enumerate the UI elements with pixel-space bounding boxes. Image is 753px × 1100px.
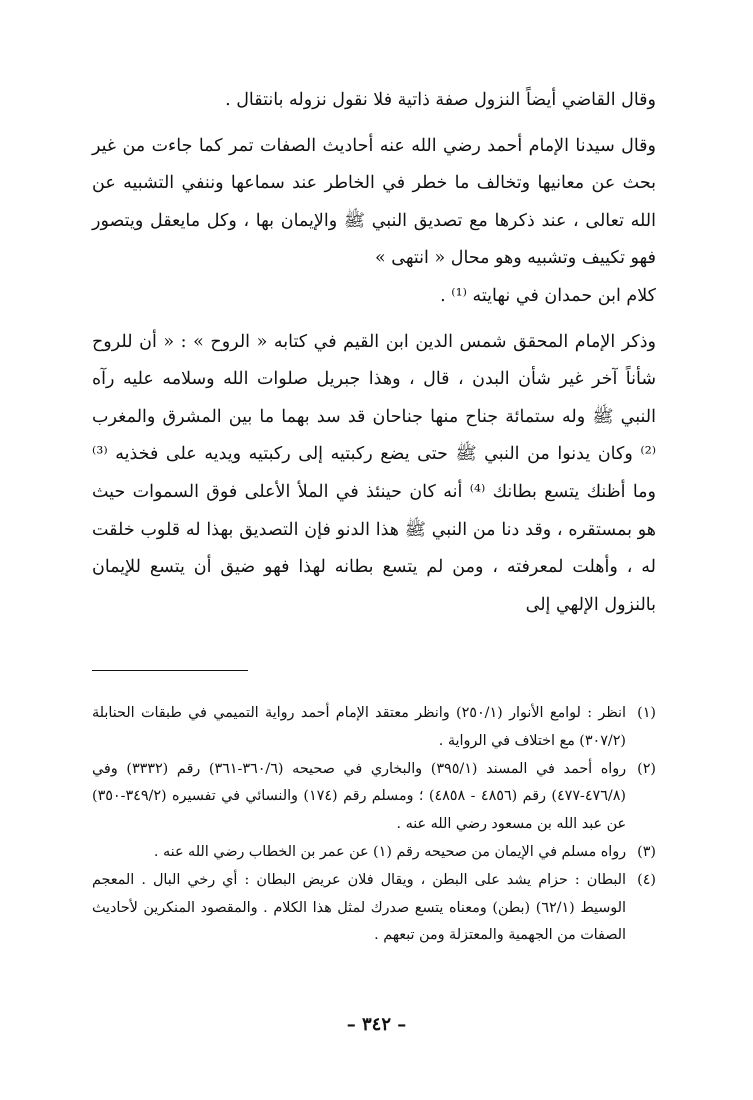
footnote-3 bbox=[92, 839, 656, 867]
main-text bbox=[92, 82, 656, 624]
footnote-text: انظر : لوامع الأنوار (٢٥٠/١) وانظر معتقد الإمام أحمد رواية التميمي في طبقات الحنابلة (٣٠٧/٢) مع اختلاف في الرواية . bbox=[92, 705, 626, 749]
footnote-separator bbox=[92, 670, 248, 671]
footnote-text: البطان : حزام يشد على البطن ، ويقال فلان عريض البطان : أي رخي البال . المعجم الوسيط (٦٢/١) (بطن) ومعناه يتسع صدرك لمثل هذا الكلام . والمقصود المنكرين لأحاديث الصفات من الجهمية والمعتزلة ومن تبعهم . bbox=[92, 871, 626, 944]
footnotes bbox=[92, 700, 656, 950]
paragraph-2: وقال سيدنا الإمام أحمد رضي الله عنه أحاديث الصفات تمر كما جاءت من غير بحث عن معانيها وتخالف ما خطر في الخاطر عند سماعها وننفي التشبيه عن الله تعالى ، عند ذكرها مع تصديق النبي ﷺ والإيمان بها ، وكل مايعقل ويتصور فهو تكييف وتشبيه وهو محال « انتهى » bbox=[92, 135, 656, 269]
paragraph-1: وقال القاضي أيضاً النزول صفة ذاتية فلا نقول نزوله بانتقال . bbox=[225, 90, 656, 110]
footnote-text: رواه مسلم في الإيمان من صحيحه رقم (١) عن عمر بن الخطاب رضي الله عنه . bbox=[153, 843, 626, 860]
paragraph-3: كلام ابن حمدان في نهايته ⁽¹⁾ . bbox=[440, 285, 656, 306]
footnote-4 bbox=[92, 867, 656, 950]
footnote-2 bbox=[92, 756, 656, 839]
paragraph-4: وذكر الإمام المحقق شمس الدين ابن القيم في كتابه « الروح » : « أن للروح شأناً آخر غير شأن البدن ، قال ، وهذا جبريل صلوات الله وسلامه عليه رآه النبي ﷺ وله ستمائة جناح منها جناحان قد سد بهما ما بين المشرق والمغرب ⁽²⁾ وكان يدنوا من النبي ﷺ حتى يضع ركبتيه إلى ركبتيه ويديه على فخذيه ⁽³⁾ وما أظنك يتسع بطانك ⁽⁴⁾ أنه كان حينئذ في الملأ الأعلى فوق السموات حيث هو بمستقره ، وقد دنا من النبي ﷺ هذا الدنو فإن التصديق بهذا له قلوب خلقت له ، وأهلت لمعرفته ، ومن لم يتسع بطانه لهذا فهو ضيق أن يتسع للإيمان بالنزول الإلهي إلى bbox=[92, 331, 657, 615]
footnote-number: (٣) bbox=[637, 843, 656, 860]
footnote-number: (١) bbox=[637, 705, 656, 721]
footnote-number: (٤) bbox=[637, 871, 656, 888]
footnote-number: (٢) bbox=[637, 760, 656, 777]
page-number: – ٣٤٢ – bbox=[346, 1014, 407, 1035]
footnote-1 bbox=[92, 700, 656, 756]
footnote-text: رواه أحمد في المسند (٣٩٥/١) والبخاري في صحيحه (٣٦٠/٦-٣٦١) رقم (٣٣٣٢) وفي (٤٧٦/٨-٤٧٧) رقم (٤٨٥٦ - ٤٨٥٨) ؛ ومسلم رقم (١٧٤) والنسائي في تفسيره (٣٤٩/٢-٣٥٠) عن عبد الله بن مسعود رضي الله عنه . bbox=[92, 760, 627, 833]
